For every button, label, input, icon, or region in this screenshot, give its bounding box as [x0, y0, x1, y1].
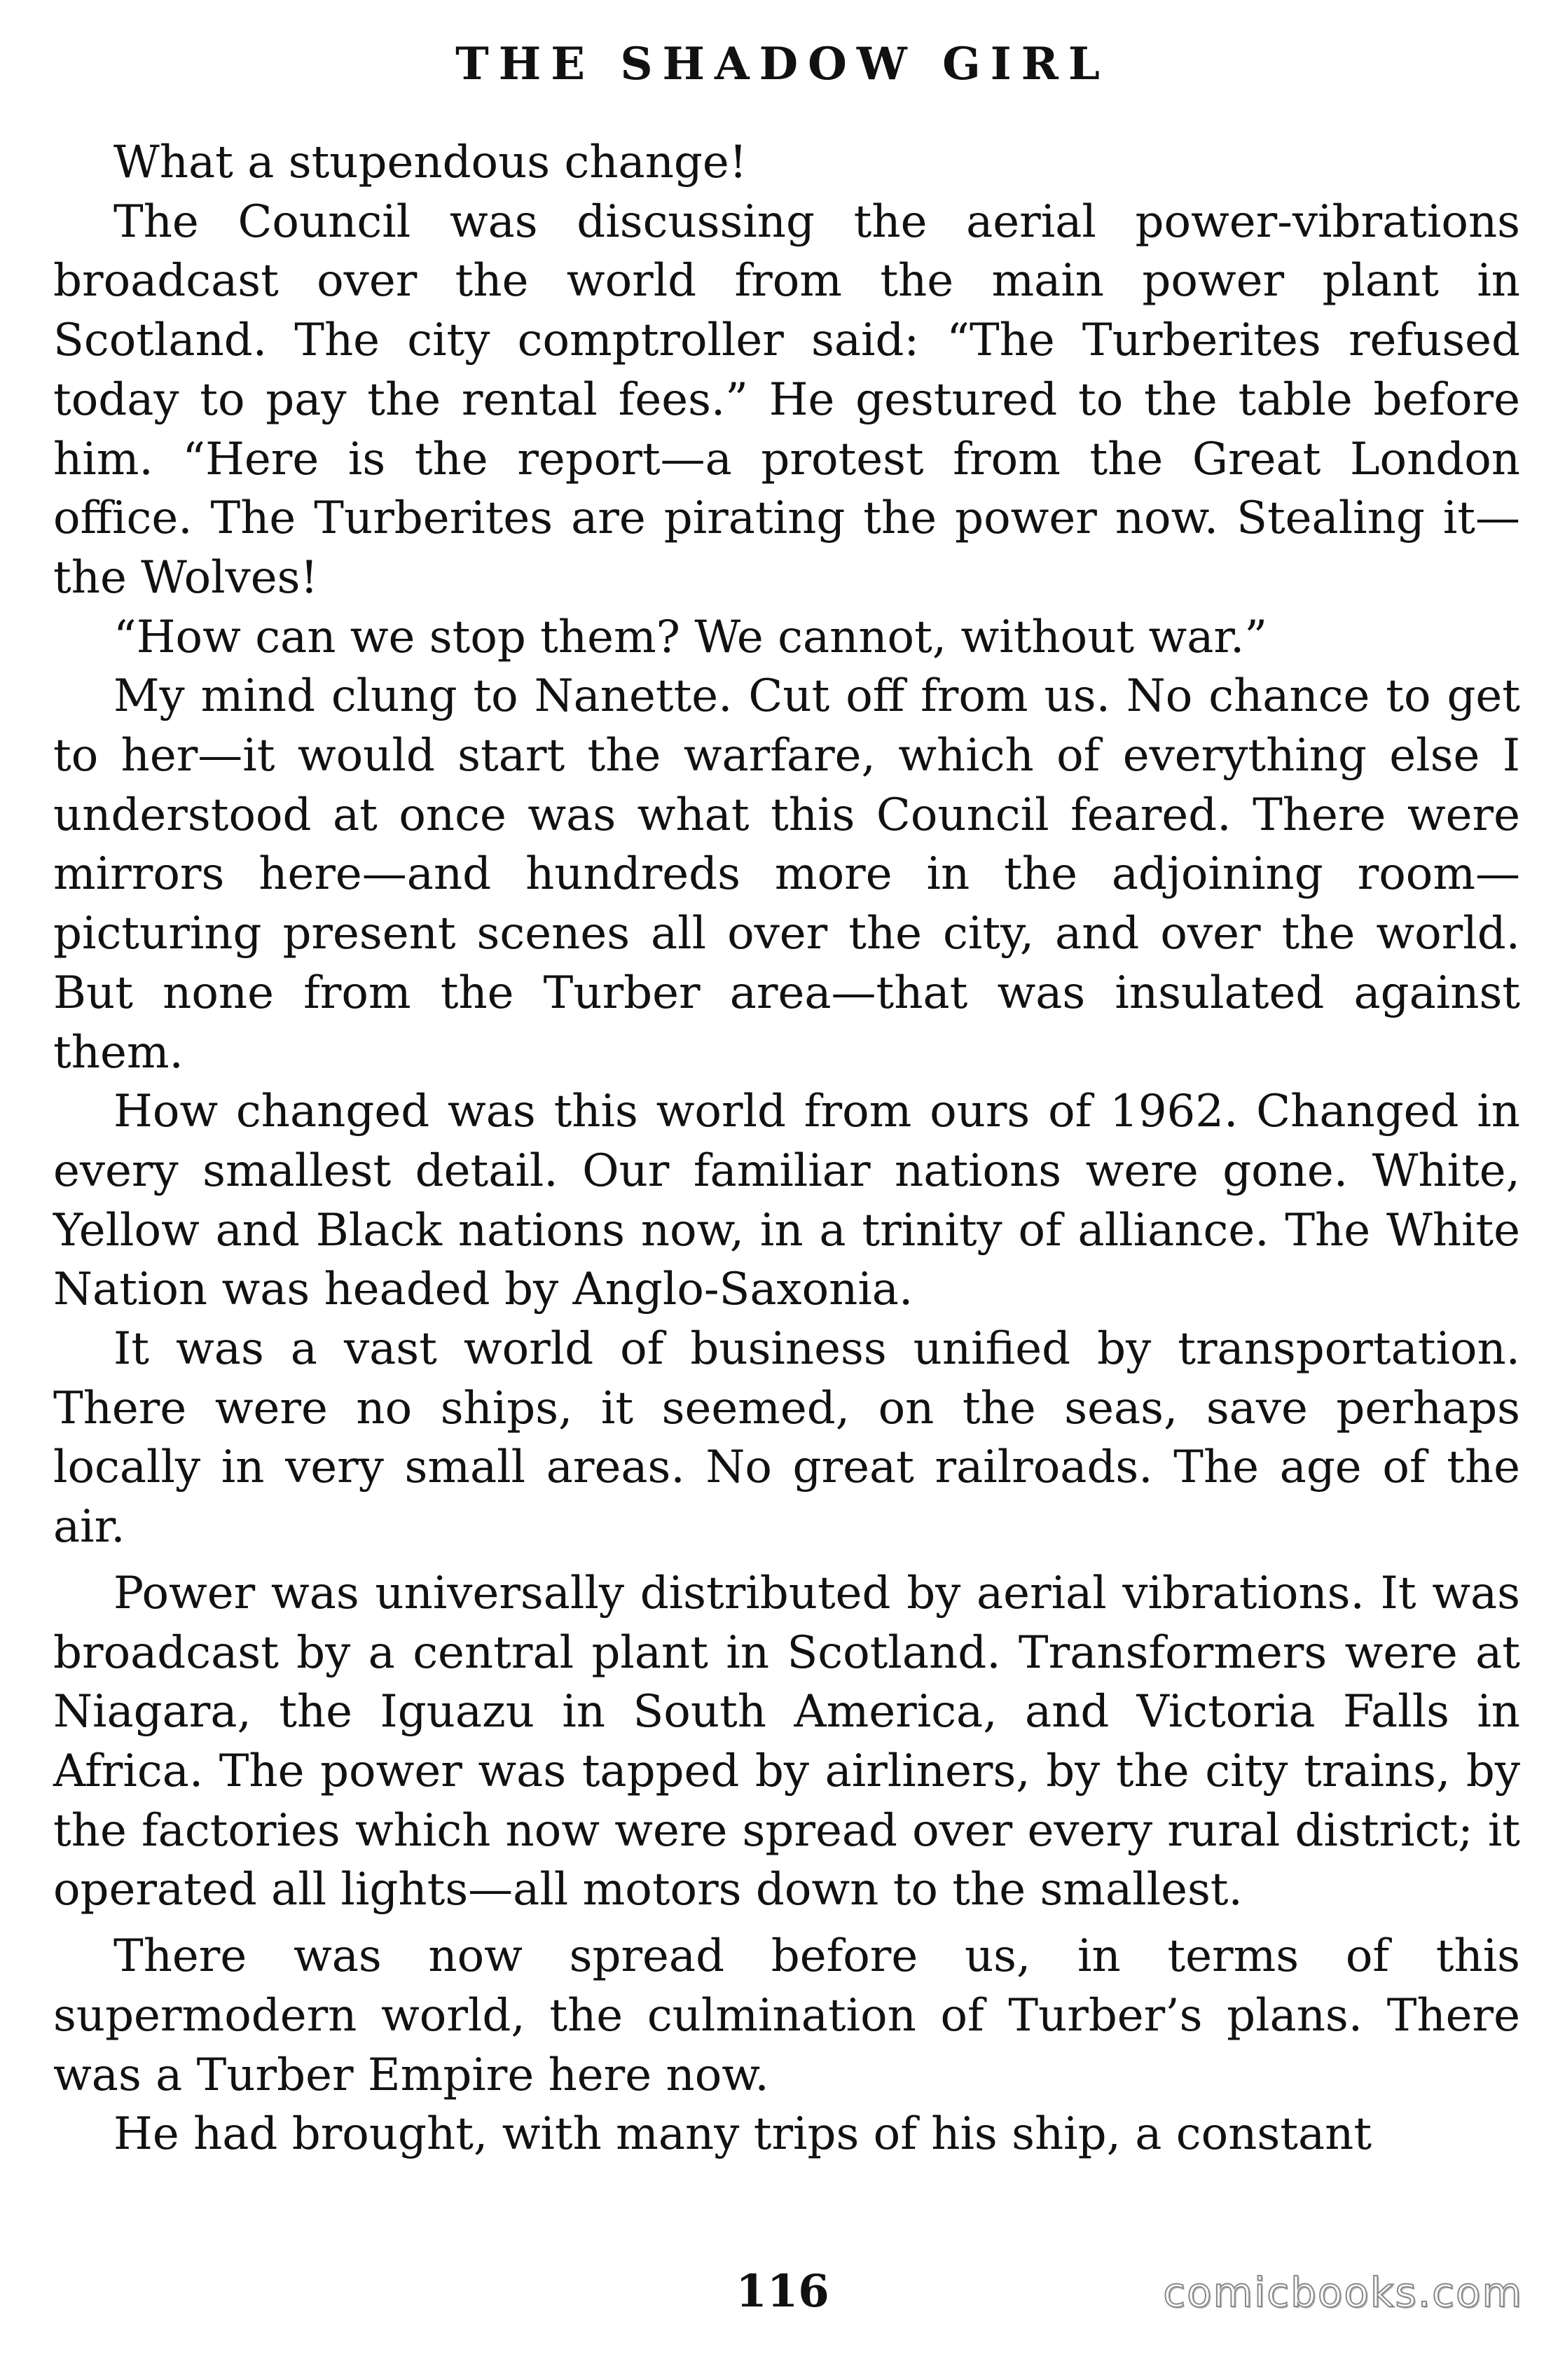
page-number: 116 [736, 2265, 829, 2318]
paragraph: The Council was discussing the aerial power-vibrations broadcast over the world from the main power plant in Scotland. The city comptroller said: “The Turberites refused today to pay the rental fees.” He gestured to the table before him. “Here is the report—a protest from the Great London office. The Turberites are pirating the power now. Stealing it—the Wolves! [53, 195, 1520, 604]
body-text [53, 133, 1520, 2164]
paragraph: “How can we stop them? We cannot, without war.” [113, 611, 1268, 663]
running-head: THE SHADOW GIRL [455, 38, 1110, 90]
paragraph: There was now spread before us, in terms of this supermodern world, the culmination of Turber’s plans. There was a Turber Empire here now. [53, 1930, 1520, 2101]
paragraph: How changed was this world from ours of 1962. Changed in every smallest detail. Our familiar nations were gone. White, Yellow and Black nations now, in a trinity of alliance. The White Nation was headed by Anglo-Saxonia. [53, 1086, 1520, 1316]
watermark: comicbooks.com [1163, 2269, 1523, 2316]
paragraph: He had brought, with many trips of his ship, a constant [113, 2108, 1372, 2161]
paragraph: Power was universally distributed by aerial vibrations. It was broadcast by a central plant in Scotland. Transformers were at Niagara, the Iguazu in South America, and Victoria Falls in Africa. The power was tapped by airliners, by the city trains, by the factories which now were spread over every rural district; it operated all lights—all motors down to the smallest. [53, 1567, 1520, 1916]
paragraph: What a stupendous change! [113, 137, 747, 188]
paragraph: It was a vast world of business unified by transportation. There were no ships, it seemed, on the seas, save perhaps locally in very small areas. No great railroads. The age of the air. [53, 1323, 1520, 1554]
paragraph: My mind clung to Nanette. Cut off from us. No chance to get to her—it would start the warfare, which of everything else I understood at once was what this Council feared. There were mirrors here—and hundreds more in the adjoining room—picturing present scenes all over the city, and over the world. But none from the Turber area—that was insulated against them. [53, 670, 1520, 1079]
